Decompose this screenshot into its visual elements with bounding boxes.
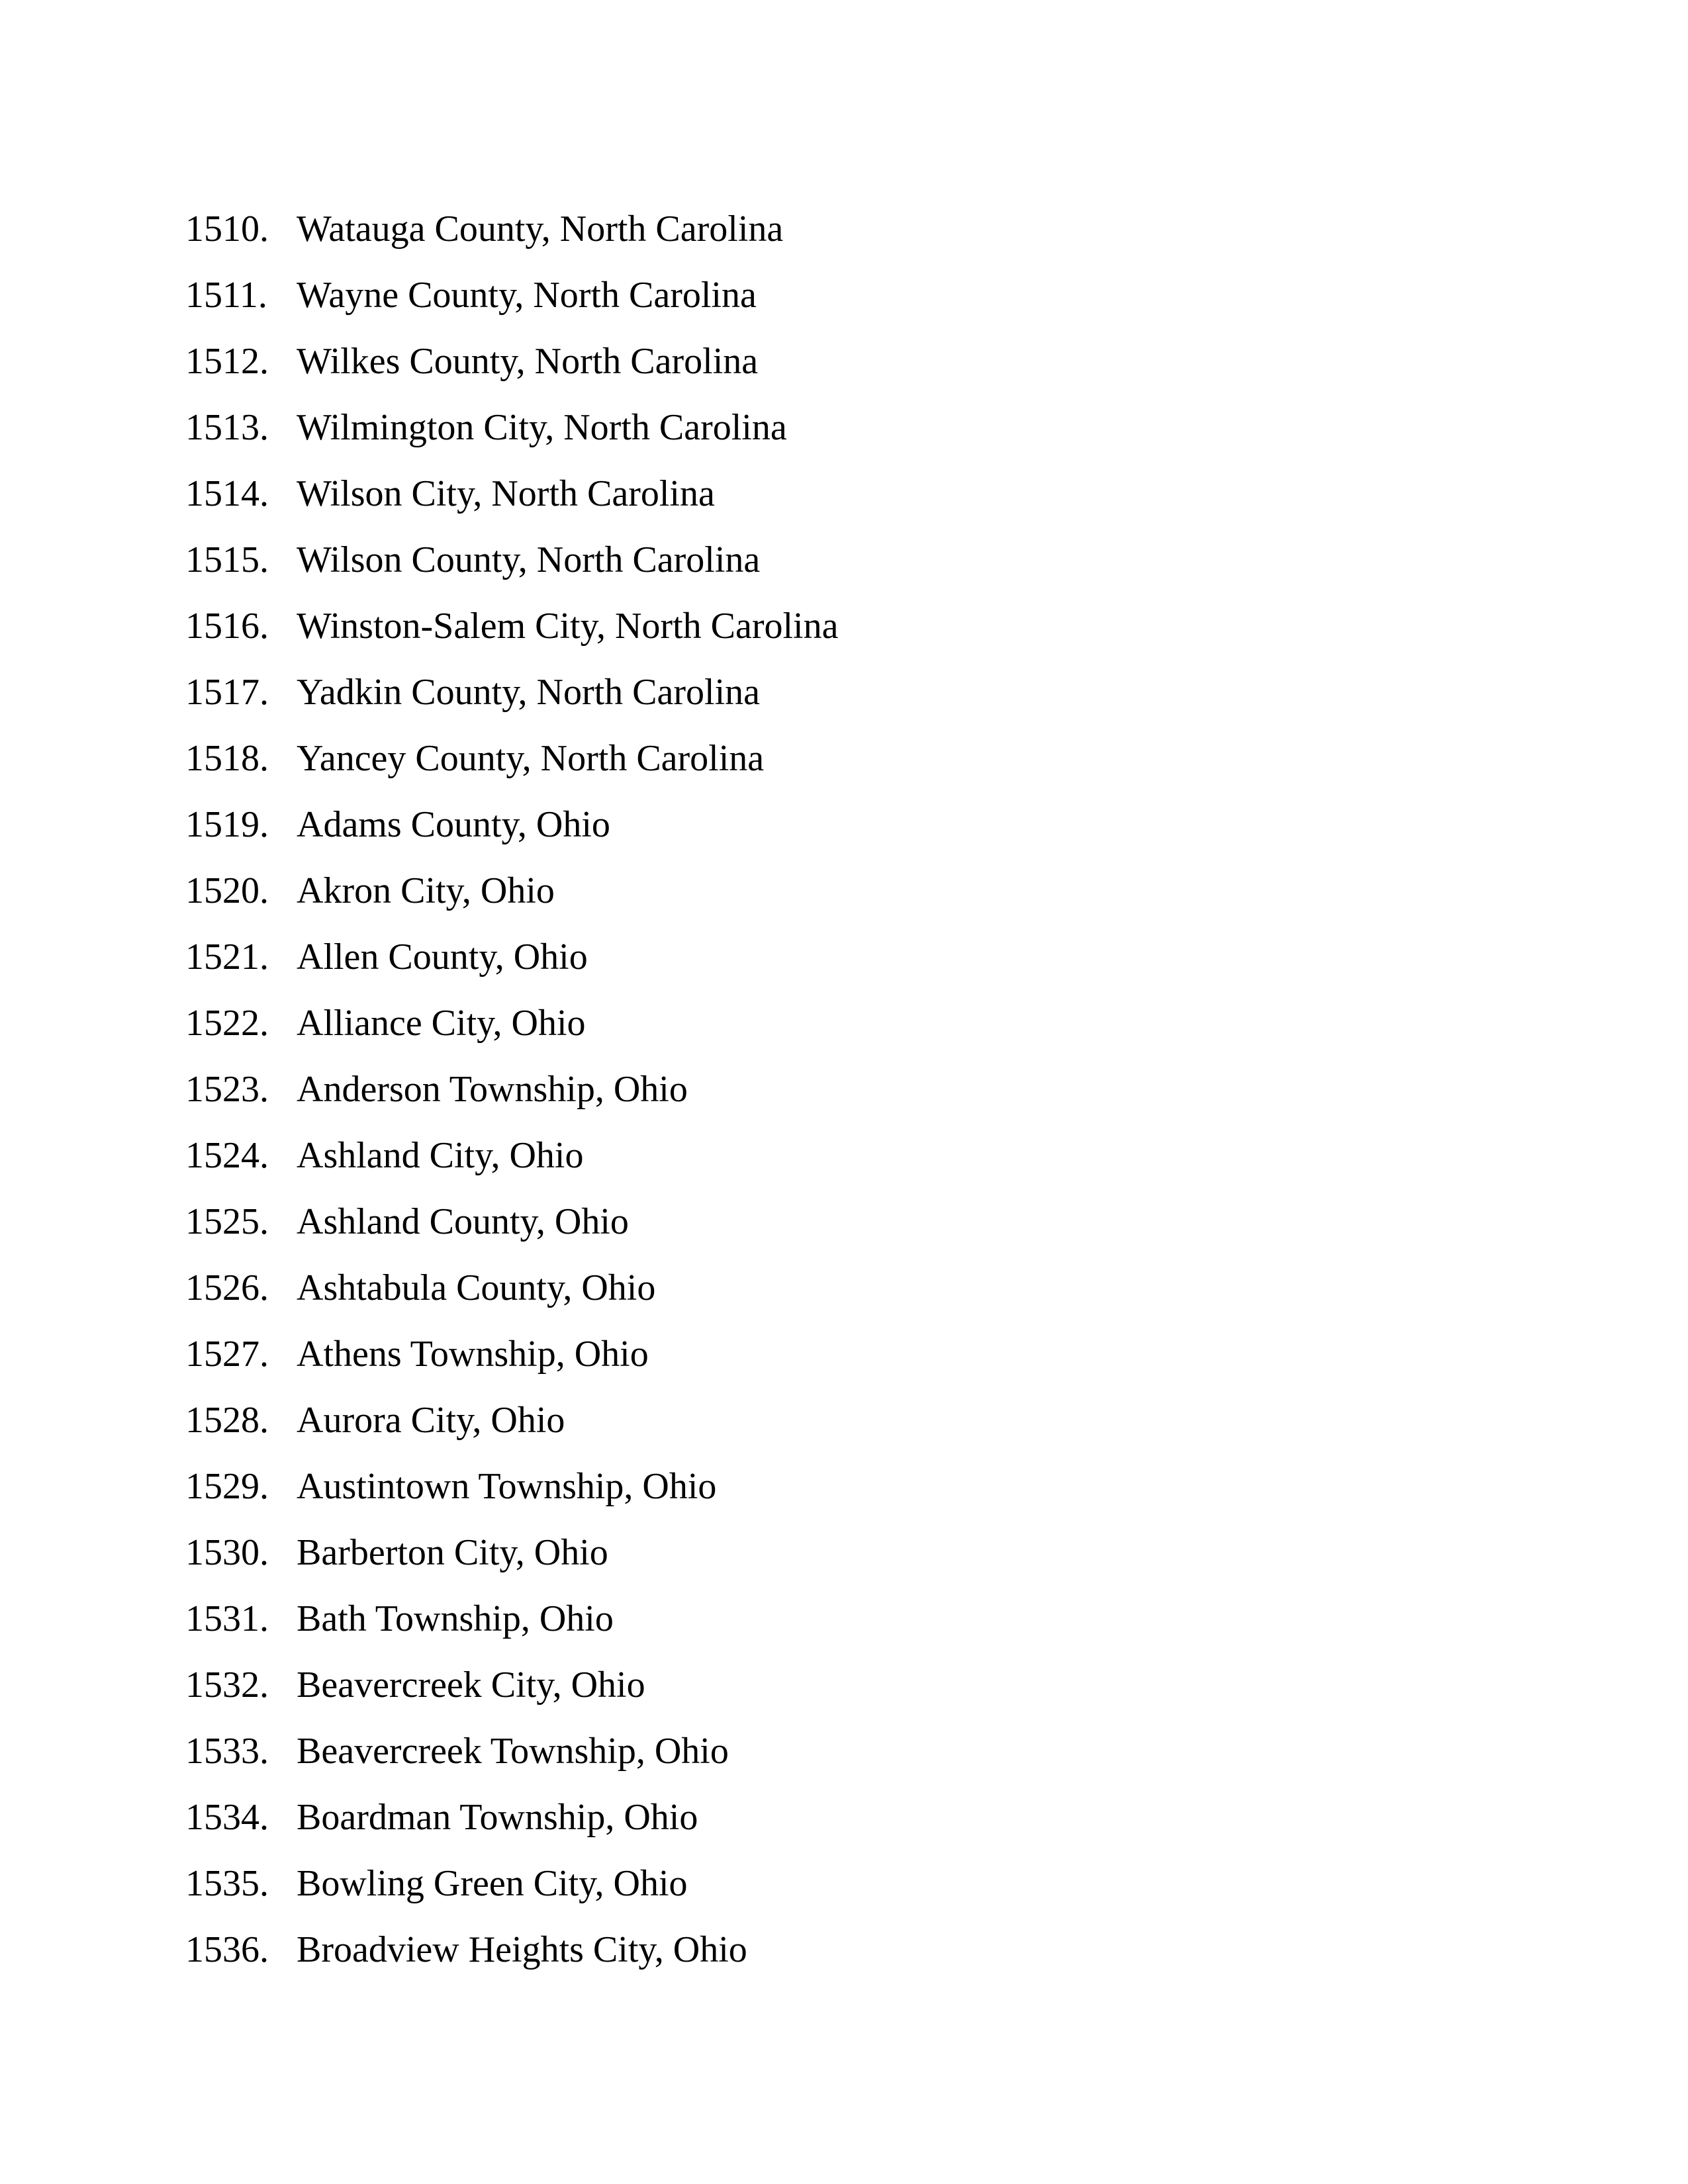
list-item-text: Wilson City, North Carolina [297, 473, 715, 514]
list-item [185, 725, 838, 792]
list-item [185, 858, 838, 924]
list-item-text: Beavercreek City, Ohio [297, 1664, 645, 1706]
list-item [185, 1850, 838, 1917]
list-item-number: 1510. [185, 208, 269, 250]
list-item-number: 1516. [185, 606, 269, 647]
list-item-number: 1518. [185, 738, 269, 779]
list-item-number: 1523. [185, 1069, 269, 1110]
list-item-number: 1512. [185, 341, 269, 382]
list-item [185, 990, 838, 1056]
list-item-text: Ashtabula County, Ohio [297, 1267, 656, 1308]
list-item [185, 659, 838, 725]
list-item-number: 1531. [185, 1598, 269, 1639]
list-item-text: Broadview Heights City, Ohio [297, 1929, 747, 1970]
list-item-number: 1528. [185, 1400, 269, 1441]
list-item-text: Bath Township, Ohio [297, 1598, 614, 1639]
list-item-number: 1515. [185, 539, 269, 580]
list-item-text: Watauga County, North Carolina [297, 208, 784, 250]
list-item-text: Austintown Township, Ohio [297, 1466, 717, 1507]
list-item-number: 1529. [185, 1466, 269, 1507]
list-item [185, 593, 838, 659]
list-item-text: Yancey County, North Carolina [297, 738, 765, 779]
list-item-text: Adams County, Ohio [297, 804, 610, 845]
list-item [185, 1718, 838, 1784]
numbered-list [185, 196, 838, 1983]
list-item-text: Alliance City, Ohio [297, 1003, 586, 1044]
list-item [185, 1586, 838, 1652]
list-item-number: 1519. [185, 804, 269, 845]
list-item-text: Barberton City, Ohio [297, 1532, 608, 1573]
list-item-number: 1522. [185, 1003, 269, 1044]
list-item-text: Akron City, Ohio [297, 870, 555, 911]
list-item-text: Wilkes County, North Carolina [297, 341, 759, 382]
list-item-text: Bowling Green City, Ohio [297, 1863, 688, 1904]
list-item [185, 1784, 838, 1850]
list-item [185, 394, 838, 461]
list-item-number: 1514. [185, 473, 269, 514]
list-item-text: Wilson County, North Carolina [297, 539, 761, 580]
list-item [185, 1917, 838, 1983]
list-item [185, 1189, 838, 1255]
list-item [185, 461, 838, 527]
list-item [185, 527, 838, 593]
list-item-text: Athens Township, Ohio [297, 1334, 649, 1375]
list-item-text: Yadkin County, North Carolina [297, 672, 760, 713]
list-item [185, 1122, 838, 1189]
list-item-text: Winston-Salem City, North Carolina [297, 606, 839, 647]
list-item [185, 1453, 838, 1520]
list-item-number: 1527. [185, 1334, 269, 1375]
list-item-number: 1513. [185, 407, 269, 448]
list-item-number: 1521. [185, 936, 269, 978]
list-item-number: 1535. [185, 1863, 269, 1904]
list-item [185, 1056, 838, 1122]
list-item-text: Allen County, Ohio [297, 936, 588, 978]
list-item-number: 1525. [185, 1201, 269, 1242]
list-item [185, 792, 838, 858]
list-item-number: 1524. [185, 1135, 269, 1176]
list-item [185, 1387, 838, 1453]
list-item [185, 1321, 838, 1387]
list-item-number: 1534. [185, 1797, 269, 1838]
list-item [185, 196, 838, 262]
list-item-text: Wilmington City, North Carolina [297, 407, 787, 448]
list-item-text: Boardman Township, Ohio [297, 1797, 698, 1838]
list-item-number: 1511. [185, 275, 267, 316]
list-item-number: 1517. [185, 672, 269, 713]
list-item-number: 1530. [185, 1532, 269, 1573]
list-item-number: 1533. [185, 1731, 269, 1772]
list-item [185, 328, 838, 394]
list-item-number: 1520. [185, 870, 269, 911]
list-item [185, 1652, 838, 1718]
list-item-number: 1526. [185, 1267, 269, 1308]
list-item-number: 1536. [185, 1929, 269, 1970]
list-item-number: 1532. [185, 1664, 269, 1706]
list-item-text: Wayne County, North Carolina [297, 275, 757, 316]
list-item-text: Beavercreek Township, Ohio [297, 1731, 729, 1772]
list-item [185, 1520, 838, 1586]
list-item-text: Ashland City, Ohio [297, 1135, 584, 1176]
list-item-text: Aurora City, Ohio [297, 1400, 565, 1441]
list-item [185, 262, 838, 328]
list-item [185, 1255, 838, 1321]
list-item-text: Ashland County, Ohio [297, 1201, 629, 1242]
list-item [185, 924, 838, 990]
list-item-text: Anderson Township, Ohio [297, 1069, 688, 1110]
